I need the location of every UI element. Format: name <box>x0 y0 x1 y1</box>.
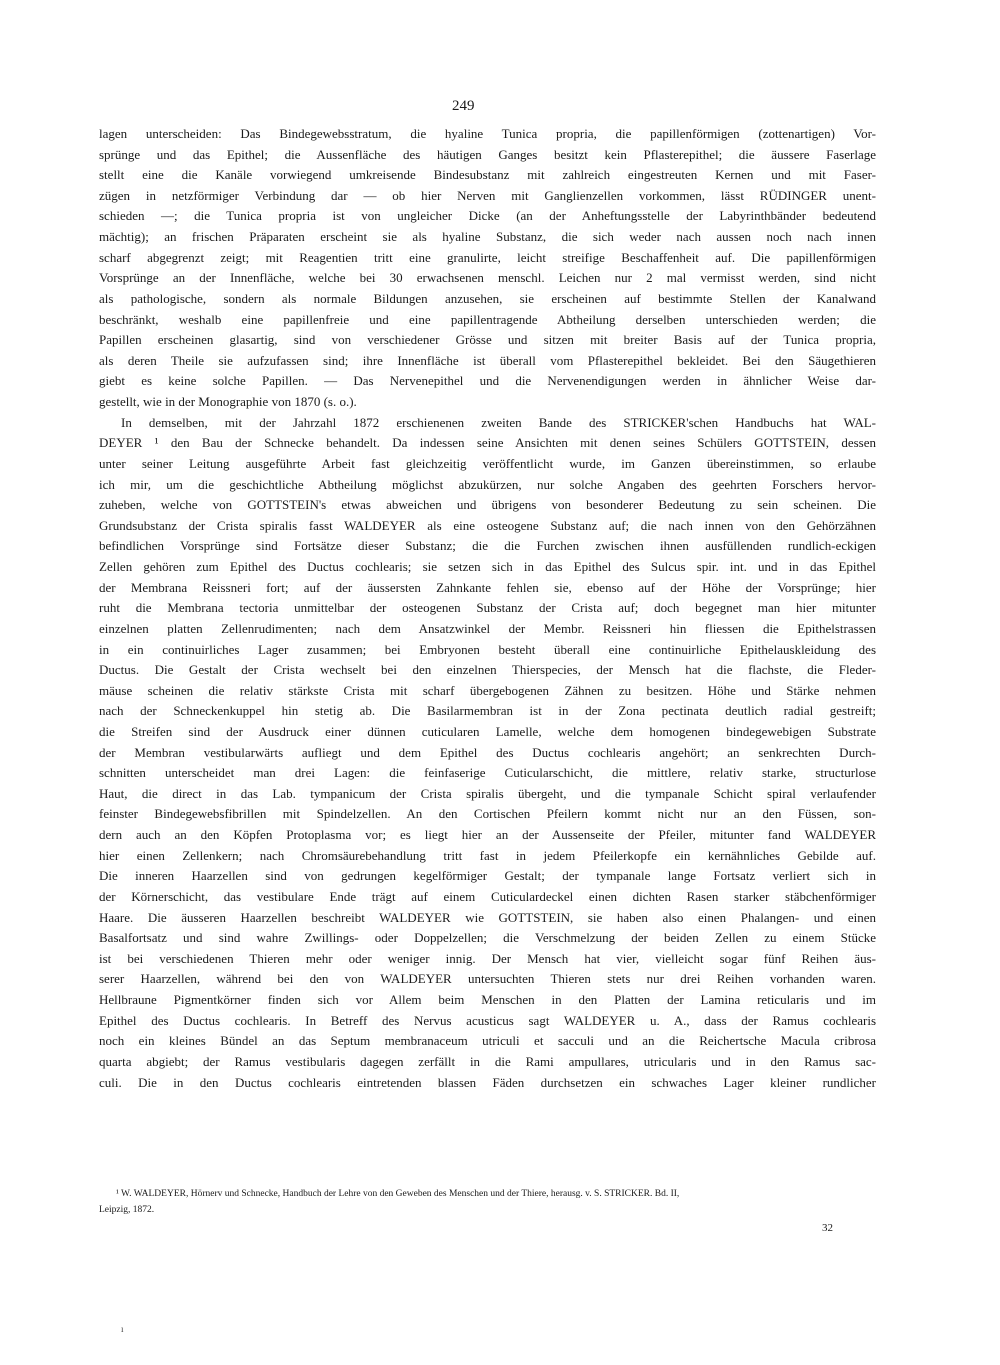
body-line: der Membran vestibularwärts aufliegt und dem Epithel des Ductus cochlearis angehört; an senkrechten Durch- <box>99 744 876 760</box>
body-line: Vorsprünge an der Innenfläche, welche bei 30 erwachsenen menschl. Leichen nur 2 mal vermisst werden, sind nicht <box>99 270 876 286</box>
body-line: Epithel des Ductus cochlearis. In Betreff des Nervus acusticus sagt WALDEYER u. A., dass der Ramus cochlearis <box>99 1012 876 1028</box>
body-line: als pathologische, sondern als normale Bildungen anzusehen, sie erscheinen auf bestimmte Stellen der Kanalwand <box>99 290 876 306</box>
body-line: sprünge und das Epithel; die Aussenfläche des häutigen Ganges besitzt kein Pflasterepithel; die äussere Faserlage <box>99 146 876 162</box>
body-line: in ein continuirliches Lager zusammen; bei Embryonen besteht überall eine continuirliche Epithelauskleidung des <box>99 641 876 657</box>
body-line: mächtig); an frischen Präparaten erscheint sie als hyaline Substanz, die sich weder nach aussen noch nach innen <box>99 229 876 245</box>
body-line: die Streifen sind der Ausdruck einer dünnen cuticularen Lamelle, welche dem homogenen bindegewebigen Substrate <box>99 723 876 739</box>
body-line: zuheben, welche von GOTTSTEIN's etwas abweichen und übrigens von besonderer Bedeutung zu sein scheinen. Die <box>99 497 876 513</box>
body-line: nach der Schneckenkuppel hin stetig ab. Die Basilarmembran ist in der Zona pectinata deutlich radial gestreift; <box>99 703 876 719</box>
signature-mark: 32 <box>822 1222 833 1234</box>
body-line: befindlichen Vorsprünge sind Fortsätze dieser Substanz; die die Furchen zwischen ihnen ausfüllenden rundlich-eckigen <box>99 538 876 554</box>
body-line: Die inneren Haarzellen sind von gedrungen kegelförmiger Gestalt; der tympanale lange Fortsatz verliert sich in <box>99 868 876 884</box>
body-line: mäuse scheinen die relativ stärkste Crista mit scharf übergebogenen Zähnen zu besitzen. Höhe und Stärke nehmen <box>99 682 876 698</box>
body-line: schieden —; die Tunica propria ist von ungleicher Dicke (an der Anheftungsstelle der Labyrinthbänder bedeutend <box>99 208 876 224</box>
body-line: In demselben, mit der Jahrzahl 1872 erschienenen zweiten Bande des STRICKER'schen Handbuchs hat WAL- <box>121 414 876 430</box>
footnote-line: Leipzig, 1872. <box>99 1205 155 1215</box>
body-line: schnitten unterscheidet man drei Lagen: die feinfaserige Cuticularschicht, die mittlere, relativ starke, structurlose <box>99 765 876 781</box>
body-line: Basalfortsatz und sind wahre Zwillings- oder Doppelzellen; die Verschmelzung der beiden Zellen zu einem Stücke <box>99 930 876 946</box>
body-line: Haare. Die äusseren Haarzellen beschreibt WALDEYER wie GOTTSTEIN, sie haben also einen Phalangen- und einen <box>99 909 876 925</box>
body-line: serer Haarzellen, während bei den von WALDEYER untersuchten Thieren stets nur drei Reihen vorhanden waren. <box>99 971 876 987</box>
body-line: ruht die Membrana tectoria unmittelbar der osteogenen Substanz der Crista auf; doch begegnet man hier mitunter <box>99 600 876 616</box>
body-line: gestellt, wie in der Monographie von 1870 (s. o.). <box>99 394 357 410</box>
body-line: lagen unterscheiden: Das Bindegewebsstratum, die hyaline Tunica propria, die papillenförmigen (zottenartigen) Vor- <box>99 126 876 141</box>
body-line: hier einen Zellenkern; nach Chromsäurebehandlung tritt fast in jedem Pfeilerkopfe ein kernähnliches Gebilde auf. <box>99 847 876 863</box>
body-line: culi. Die in den Ductus cochlearis eintretenden blassen Fäden durchsetzen ein schwaches Lager kleiner rundlicher <box>99 1074 876 1090</box>
body-line: der Membrana Reissneri fort; auf der äussersten Zahnkante fehlen sie, ebenso auf der Höhe der Vorsprünge; hier <box>99 579 876 595</box>
body-line: Papillen erscheinen glasartig, sind von verschiedener Grösse und sitzen mit breiter Basis auf der Tunica propria, <box>99 332 876 348</box>
body-line: ich mir, um die geschichtliche Abtheilung möglichst abzukürzen, nur solche Angaben des geehrten Forschers hervor- <box>99 476 876 492</box>
body-line: unter seiner Leitung ausgeführte Arbeit fast gleichzeitig veröffentlicht wurde, im Ganzen übereinstimmen, so erlaube <box>99 455 876 471</box>
body-line: einzelnen platten Zellenrudimenten; nach dem Ansatzwinkel der Membr. Reissneri hin fliessen die Epithelstrassen <box>99 620 876 636</box>
body-line: scharf abgegrenzt zeigt; mit Reagentien tritt eine granulirte, leicht streifige Beschaffenheit auf. Die papillenförmigen <box>99 249 876 265</box>
body-line: Ductus. Die Gestalt der Crista wechselt bei den einzelnen Thierspecies, der Mensch hat die flachste, die Fleder- <box>99 662 876 678</box>
body-line: dern auch an den Köpfen Protoplasma vor; es liegt hier an der Aussenseite der Pfeiler, mitunter fand WALDEYER <box>99 827 876 843</box>
body-line: Hellbraune Pigmentkörner finden sich vor Allem beim Menschen in den Platten der Lamina reticularis und im <box>99 992 876 1008</box>
body-line: DEYER ¹ den Bau der Schnecke behandelt. Da indessen seine Ansichten mit denen seines Schülers GOTTSTEIN, dessen <box>99 435 876 451</box>
body-line: Grundsubstanz der Crista spiralis fasst WALDEYER als eine osteogene Substanz auf; die nach innen von den Gehörzähnen <box>99 517 876 533</box>
body-line: ist bei verschiedenen Thieren mehr oder weniger innig. Der Mensch hat vier, vielleicht sogar fünf Reihen äus- <box>99 950 876 966</box>
body-line: quarta abgiebt; der Ramus vestibularis dagegen zerfällt in die Rami ampullares, utricularis und in den Ramus sac- <box>99 1053 876 1069</box>
body-line: als deren Theile sie aufzufassen sind; ihre Innenfläche ist überall vom Pflasterepithel bekleidet. Bei den Säugethieren <box>99 352 876 368</box>
body-line: giebt es keine solche Papillen. — Das Nervenepithel und die Nervenendigungen werden in ähnlicher Weise dar- <box>99 373 876 389</box>
page-number: 249 <box>452 98 475 114</box>
body-line: stellt eine die Kanäle vorwiegend umkreisende Bindesubstanz mit zahlreich eingestreuten Kernen und mit Faser- <box>99 167 876 183</box>
stray-mark: ı <box>121 1324 124 1334</box>
body-line: Zellen gehören zum Epithel des Ductus cochlearis; sie setzen sich in das Epithel des Sulcus spir. int. und in das Epithel <box>99 559 876 575</box>
body-line: zügen in netzförmiger Verbindung dar — ob hier Nerven mit Ganglienzellen vorkommen, lässt RÜDINGER unent- <box>99 187 876 203</box>
body-line: Haut, die direct in das Lab. tympanicum der Crista spiralis übergeht, und die tympanale Schicht spiral verlaufender <box>99 785 876 801</box>
body-line: der Körnerschicht, das vestibulare Ende trägt auf einem Cuticulardeckel einen dichten Rasen starker stäbchenförmiger <box>99 888 876 904</box>
body-line: beschränkt, weshalb eine papillenfreie und eine papillentragende Abtheilung derselben unterschieden werden; die <box>99 311 876 327</box>
body-line: noch ein kleines Bündel an das Septum membranaceum utriculi et sacculi und an die Reichertsche Macula cribrosa <box>99 1033 876 1049</box>
footnote-line: ¹ W. WALDEYER, Hörnerv und Schnecke, Handbuch der Lehre von den Geweben des Menschen und der Thiere, herausg. v. S. STRICKER. Bd. II, <box>116 1189 680 1199</box>
body-line: feinster Bindegewebsfibrillen mit Spindelzellen. An den Cortischen Pfeilern kommt nicht nur an den Füssen, son- <box>99 806 876 822</box>
